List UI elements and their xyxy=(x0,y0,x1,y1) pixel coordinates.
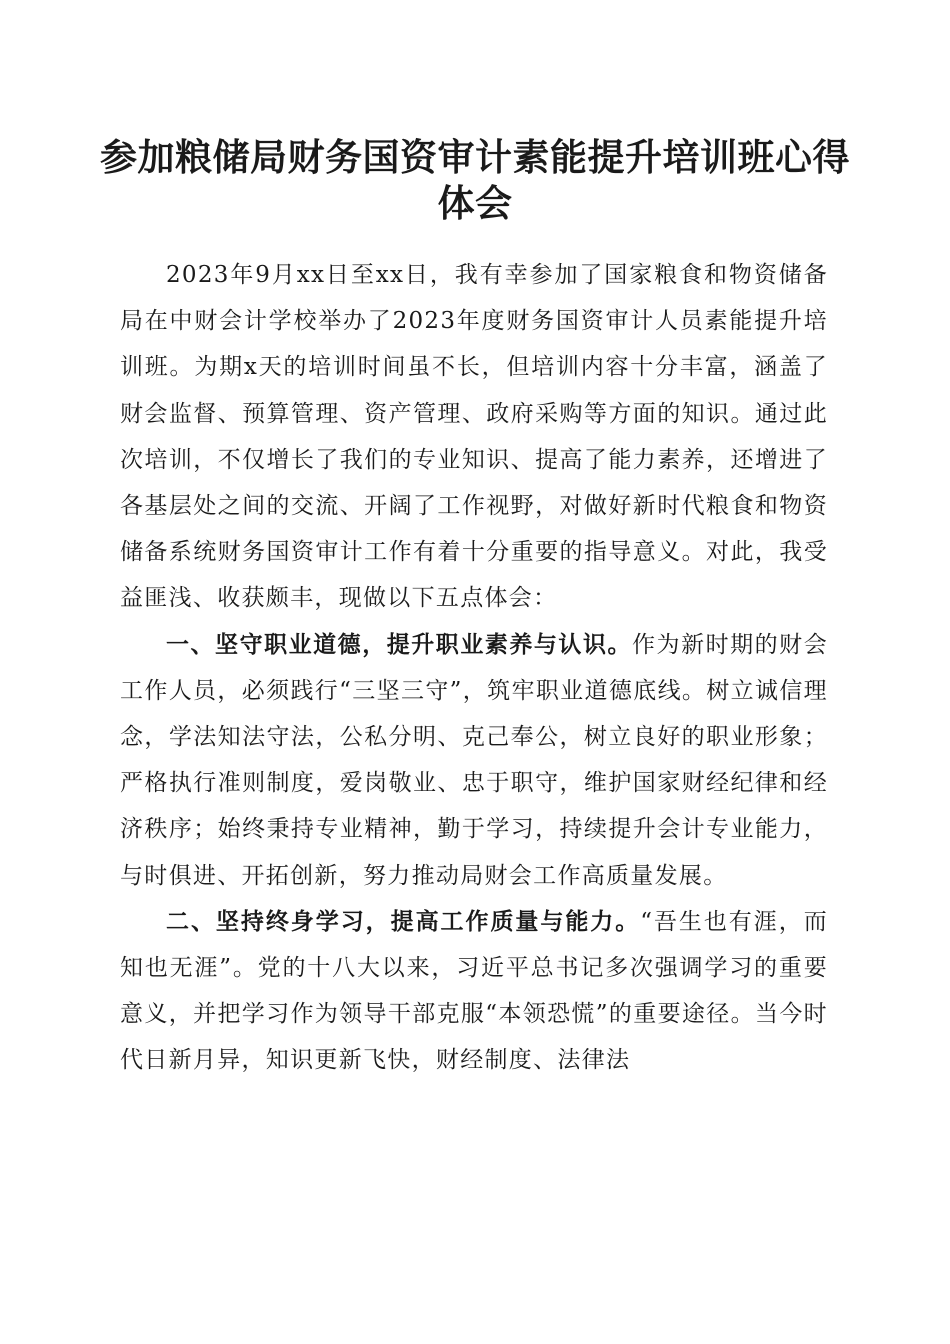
section-1-heading: 一、坚守职业道德，提升职业素养与认识。 xyxy=(166,631,633,658)
paragraph-intro-text: 2023年9月xx日至xx日，我有幸参加了国家粮食和物资储备局在中财会计学校举办了2023年度财务国资审计人员素能提升培训班。为期x天的培训时间虽不长，但培训内容十分丰富，涵盖了财会监督、预算管理、资产管理、政府采购等方面的知识。通过此次培训，不仅增长了我们的专业知识、提高了能力素养，还增进了各基层处之间的交流、开阔了工作视野，对做好新时代粮食和物资储备系统财务国资审计工作有着十分重要的指导意义。对此，我受益匪浅、收获颇丰，现做以下五点体会： xyxy=(120,262,828,612)
section-2-heading: 二、坚持终身学习，提高工作质量与能力。 xyxy=(166,908,641,935)
paragraph-intro xyxy=(120,252,828,622)
document-title: 参加粮储局财务国资审计素能提升培训班心得体会 xyxy=(100,135,850,225)
section-1-text: 作为新时期的财会工作人员，必须践行“三坚三守”，筑牢职业道德底线。树立诚信理念，学法知法守法，公私分明、克己奉公，树立良好的职业形象；严格执行准则制度，爱岗敬业、忠于职守，维护国家财经纪律和经济秩序；始终秉持专业精神，勤于学习，持续提升会计专业能力，与时俱进、开拓创新，努力推动局财会工作高质量发展。 xyxy=(120,631,829,889)
paragraph-section-1 xyxy=(120,622,828,899)
document-body xyxy=(120,252,828,1084)
paragraph-section-2 xyxy=(120,899,828,1084)
section-2-text: “吾生也有涯，而知也无涯”。党的十八大以来，习近平总书记多次强调学习的重要意义，并把学习作为领导干部克服“本领恐慌”的重要途径。当今时代日新月异，知识更新飞快，财经制度、法律法 xyxy=(120,908,828,1074)
